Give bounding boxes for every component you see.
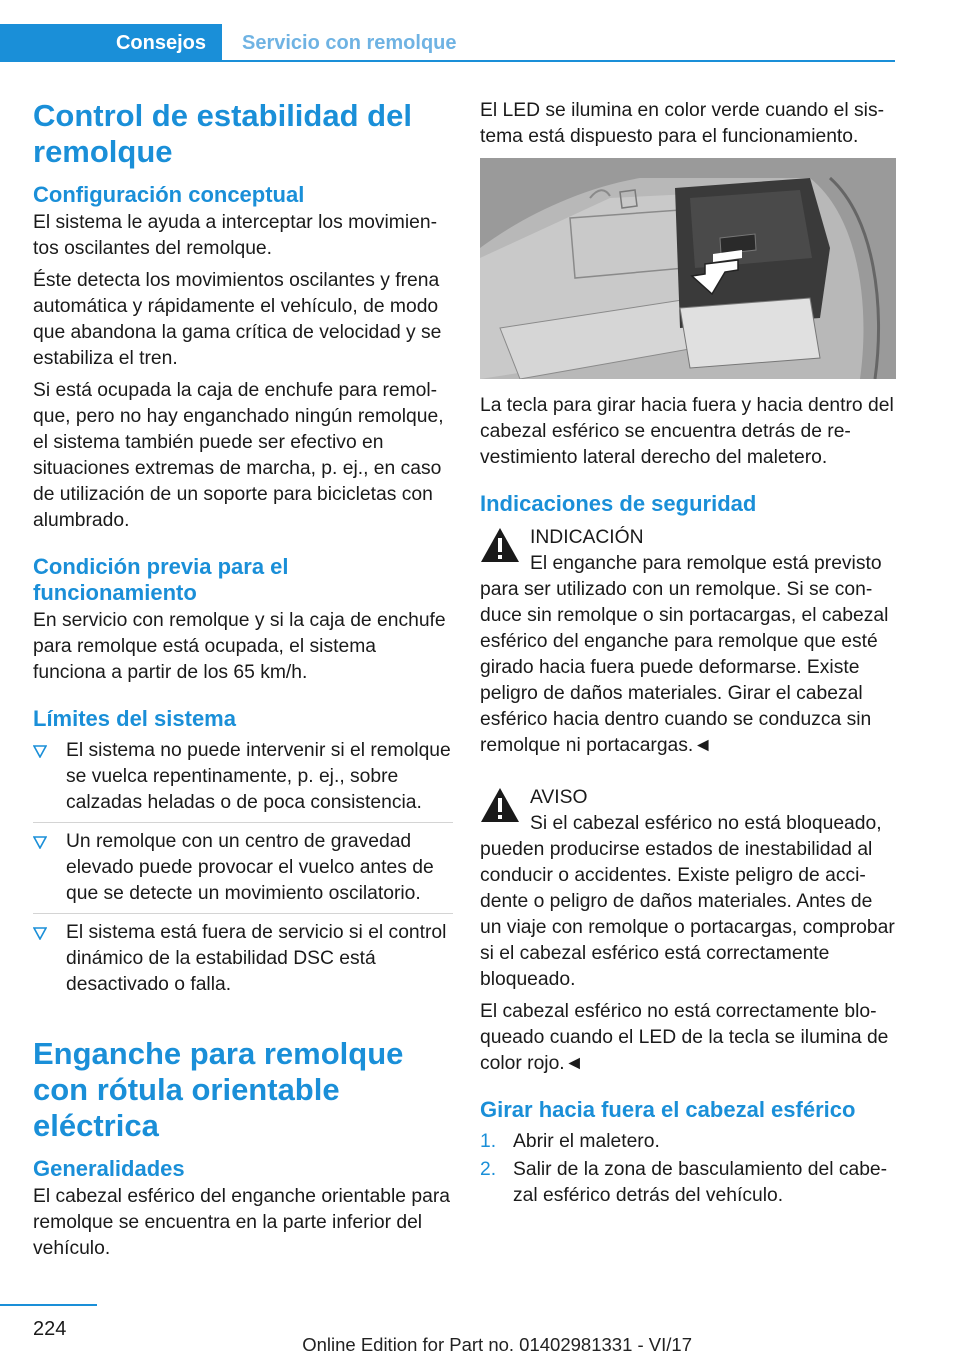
warning-triangle-icon	[480, 527, 520, 563]
paragraph: El LED se ilumina en color verde cuando el sistema está dispuesto para el funcionamiento.	[480, 100, 885, 147]
page-number-rule	[0, 1304, 97, 1306]
page-number: 224	[33, 1318, 67, 1340]
header-rule	[0, 60, 895, 62]
warning-triangle-icon	[480, 787, 520, 823]
warning-indicacion	[480, 525, 896, 759]
heading-limites: Límites del sistema	[33, 706, 236, 731]
triangle-bullet-icon	[33, 835, 47, 849]
list-item	[480, 1157, 896, 1209]
paragraph: En servicio con remolque y si la caja de enchufe para remolque está ocupada, el sistema funciona a partir de los 65 km/h.	[33, 610, 446, 683]
heading-control-estabilidad: Control de estabilidad del remolque	[33, 98, 412, 169]
paragraph: La tecla para girar hacia fuera y hacia dentro del cabezal esférico se encuentra detrás de revestimiento lateral derecho del maletero.	[480, 395, 894, 468]
header-tabs	[0, 24, 895, 62]
heading-configuracion: Configuración conceptual	[33, 182, 305, 207]
edition-footer: Online Edition for Part no. 01402981331 - VI/17	[302, 1334, 692, 1355]
triangle-bullet-icon	[33, 926, 47, 940]
step-number: 2.	[480, 1159, 497, 1180]
trunk-illustration	[480, 158, 896, 379]
warning-body: El enganche para remolque está previsto para ser utilizado con un remolque. Si se conduce sin remolque o sin portacargas, el cabezal esférico del enganche para remolque que esté girado hacia fuera puede deformarse. Existe peligro de daños materiales. Girar el cabezal esférico hacia dentro cuando se conduzca sin remolque ni portacargas.◄	[480, 553, 889, 756]
heading-enganche: Enganche para remolque con rótula orientable eléctrica	[33, 1036, 404, 1143]
trunk-illustration-svg	[480, 158, 896, 379]
step-number: 1.	[480, 1131, 497, 1152]
heading-girar-hacia-fuera: Girar hacia fuera el cabezal esférico	[480, 1097, 856, 1122]
warning-label: AVISO	[530, 787, 588, 808]
warning-label: INDICACIÓN	[530, 527, 644, 548]
list-item: El sistema no puede intervenir si el remolque se vuelca repentinamente, p. ej., sobre calzadas heladas o de poca consistencia.	[33, 738, 453, 823]
heading-seguridad: Indicaciones de seguridad	[480, 491, 757, 516]
heading-condicion-previa: Condición previa para el funcionamiento	[33, 554, 289, 605]
paragraph: El cabezal esférico no está correctamente bloqueado cuando el LED de la tecla se ilumina de color rojo.◄	[480, 1001, 889, 1074]
left-column	[33, 98, 453, 1268]
warning-body: Si el cabezal esférico no está bloqueado, pueden producirse estados de inestabilidad al conducir o accidentes. Existe peligro de accidente o peligro de daños materiales. Antes de un viaje con remolque o portacargas, comprobar si el cabezal esférico está correctamente bloqueado.	[480, 813, 895, 990]
paragraph: El sistema le ayuda a interceptar los movimientos oscilantes del remolque.	[33, 212, 438, 259]
right-column	[480, 98, 896, 1211]
step-text: Abrir el maletero.	[513, 1131, 660, 1152]
limits-list	[33, 738, 453, 1004]
warning-aviso	[480, 785, 896, 993]
list-item: El sistema está fuera de servicio si el control dinámico de la estabilidad DSC está desactivado o falla.	[33, 920, 453, 1004]
list-item	[480, 1129, 896, 1155]
steps-list	[480, 1129, 896, 1209]
paragraph: Si está ocupada la caja de enchufe para remolque, pero no hay enganchado ningún remolque, el sistema también puede ser efectivo en situaciones extremas de marcha, p. ej., en caso de utilización de un soporte para bicicletas con alumbrado.	[33, 380, 444, 531]
paragraph: El cabezal esférico del enganche orientable para remolque se encuentra en la parte inferior del vehículo.	[33, 1186, 450, 1259]
paragraph: Éste detecta los movimientos oscilantes y frena automática y rápidamente el vehículo, de modo que abandona la gama crítica de velocidad y se estabiliza el tren.	[33, 270, 442, 369]
list-item: Un remolque con un centro de gravedad elevado puede provocar el vuelco antes de que se detecte un movimiento oscilatorio.	[33, 829, 453, 914]
tab-consejos[interactable]: Consejos	[0, 24, 222, 62]
heading-generalidades: Generalidades	[33, 1156, 185, 1181]
step-text: Salir de la zona de basculamiento del cabezal esférico detrás del vehículo.	[513, 1159, 888, 1206]
tab-servicio-con-remolque[interactable]: Servicio con remolque	[242, 31, 457, 54]
triangle-bullet-icon	[33, 744, 47, 758]
